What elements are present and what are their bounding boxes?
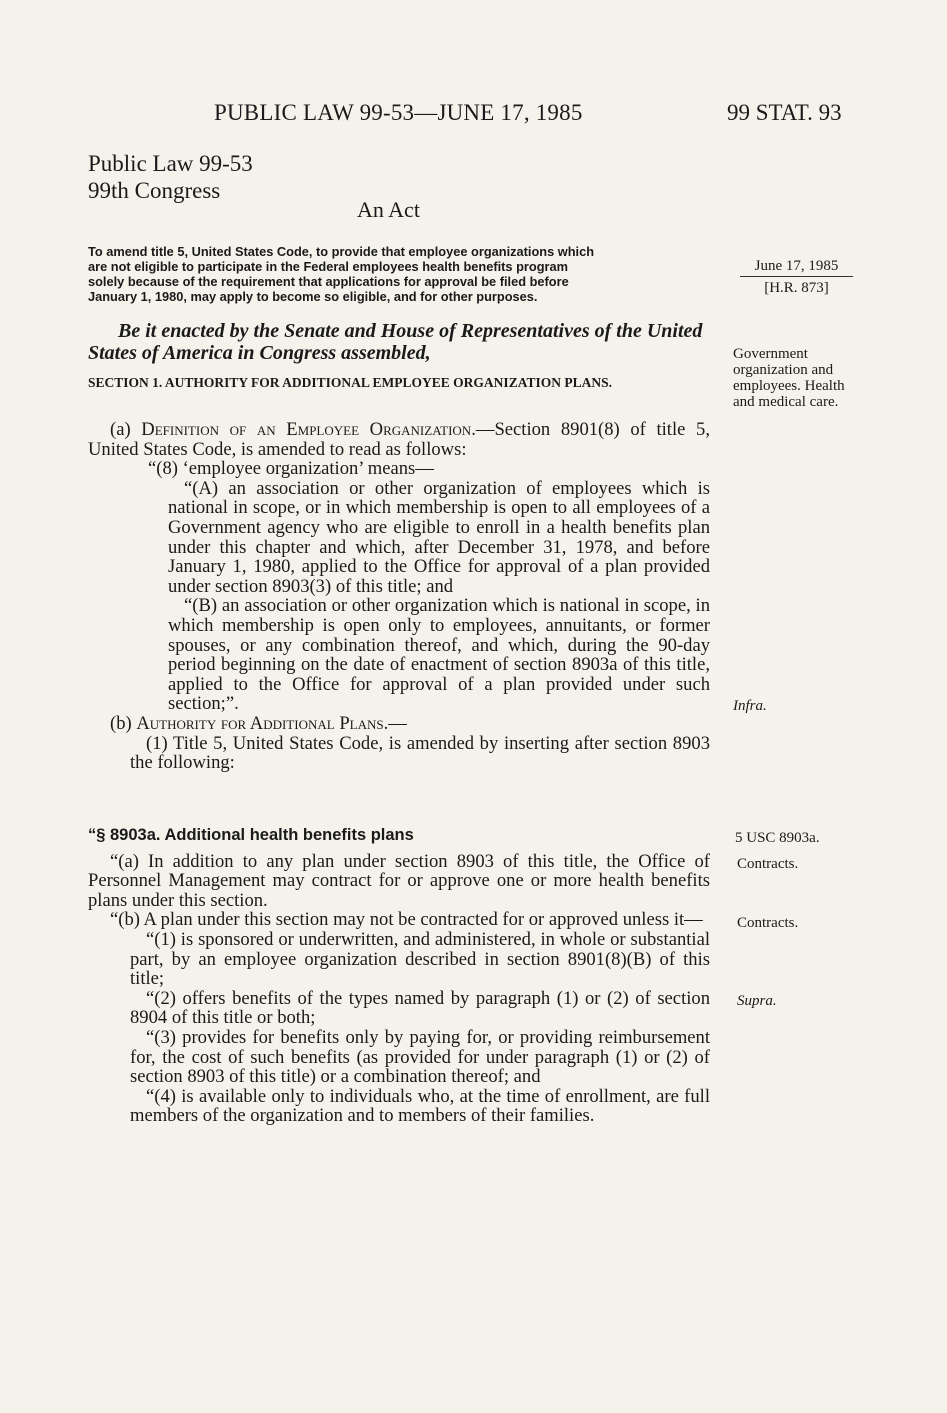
enacting-clause: Be it enacted by the Senate and House of Representatives of the United States of America in Congress assembled, [88, 320, 703, 364]
new-paragraph-2: “(2) offers benefits of the types named by paragraph (1) or (2) of section 8904 of this title or both; [130, 987, 710, 1029]
subsection-caption: Authority for Additional Plans. [136, 712, 389, 734]
purpose-line: are not eligible to participate in the Federal employees health benefits program [88, 259, 568, 274]
new-paragraph-4: “(4) is available only to individuals who, at the time of enrollment, are full members of the organization and to members of their families. [130, 1085, 710, 1127]
new-subsection-a: “(a) In addition to any plan under section 8903 of this title, the Office of Personnel Management may contract for or approve one or more health benefits plans under this section. [88, 850, 710, 911]
margin-usc-note: 5 USC 8903a. [735, 830, 820, 846]
margin-infra-note: Infra. [733, 698, 767, 714]
margin-bill-number: [H.R. 873] [764, 280, 829, 296]
purpose-line: To amend title 5, United States Code, to provide that employee organizations which [88, 244, 595, 259]
new-paragraph-1: “(1) is sponsored or underwritten, and administered, in whole or substantial part, by an employee organization described in section 8901(8)(B) of this title; [130, 928, 710, 990]
purpose-line: solely because of the requirement that applications for approval be filed before [88, 274, 569, 289]
purpose-clause [88, 244, 710, 304]
law-title-block [88, 150, 253, 204]
margin-contracts-note: Contracts. [737, 915, 799, 931]
new-paragraph-3: “(3) provides for benefits only by paying for, or providing reimbursement for, the cost of such benefits (as provided for under paragraph (1) or (2) of section 8903 of this title) or a combination thereof; and [130, 1026, 710, 1088]
purpose-line: January 1, 1980, may apply to become so eligible, and for other purposes. [88, 289, 538, 304]
statute-page-number: 99 STAT. 93 [727, 100, 842, 125]
new-section-heading: “§ 8903a. Additional health benefits plans [88, 826, 414, 844]
section-heading: SECTION 1. AUTHORITY FOR ADDITIONAL EMPLOYEE ORGANIZATION PLANS. [88, 375, 612, 390]
new-subsection-b: “(b) A plan under this section may not be contracted for or approved unless it— [110, 909, 703, 931]
paragraph-b1: (1) Title 5, United States Code, is amended by inserting after section 8903 the following: [130, 732, 710, 774]
new-section [88, 826, 710, 1126]
congress-number: 99th Congress [88, 178, 221, 203]
subsection-caption: Definition of an Employee Organization. [141, 419, 476, 440]
definition-A: “(A) an association or other organization of employees which is national in scope, or in which membership is open to all employees of a Government agency who are eligible to enroll in a health benefits plan under this chapter and which, after December 31, 1978, and before January 1, 1980, applied to the Office for approval of a plan provided under section 8903(3) of this title; and [168, 477, 710, 597]
margin-contracts-note: Contracts. [737, 856, 799, 872]
definition-B: “(B) an association or other organization which is national in scope, in which membership is open only to employees, annuitants, or former spouses, or any combination thereof, and which, during the 90-day period beginning on the date of enactment of section 8903a of this title, applied to the Office for approval of a plan provided under such section;”. [168, 595, 710, 715]
subsection-b: (b) Authority for Additional Plans.— [110, 712, 407, 734]
public-law-number: Public Law 99-53 [88, 151, 253, 176]
margin-date-block [740, 258, 853, 296]
margin-supra-note: Supra. [737, 993, 777, 1009]
definition-8: “(8) ‘employee organization’ means— [148, 458, 434, 480]
running-head: PUBLIC LAW 99-53—JUNE 17, 1985 [214, 100, 583, 125]
margin-subject-note: Government organization and employees. Health and medical care. [733, 346, 845, 410]
subsection-a: (a) Definition of an Employee Organization.—Section 8901(8) of title 5, United States Code, is amended to read as follows: [88, 419, 710, 460]
margin-date: June 17, 1985 [740, 258, 853, 277]
statute-body [88, 420, 710, 773]
an-act-heading: An Act [357, 197, 420, 222]
